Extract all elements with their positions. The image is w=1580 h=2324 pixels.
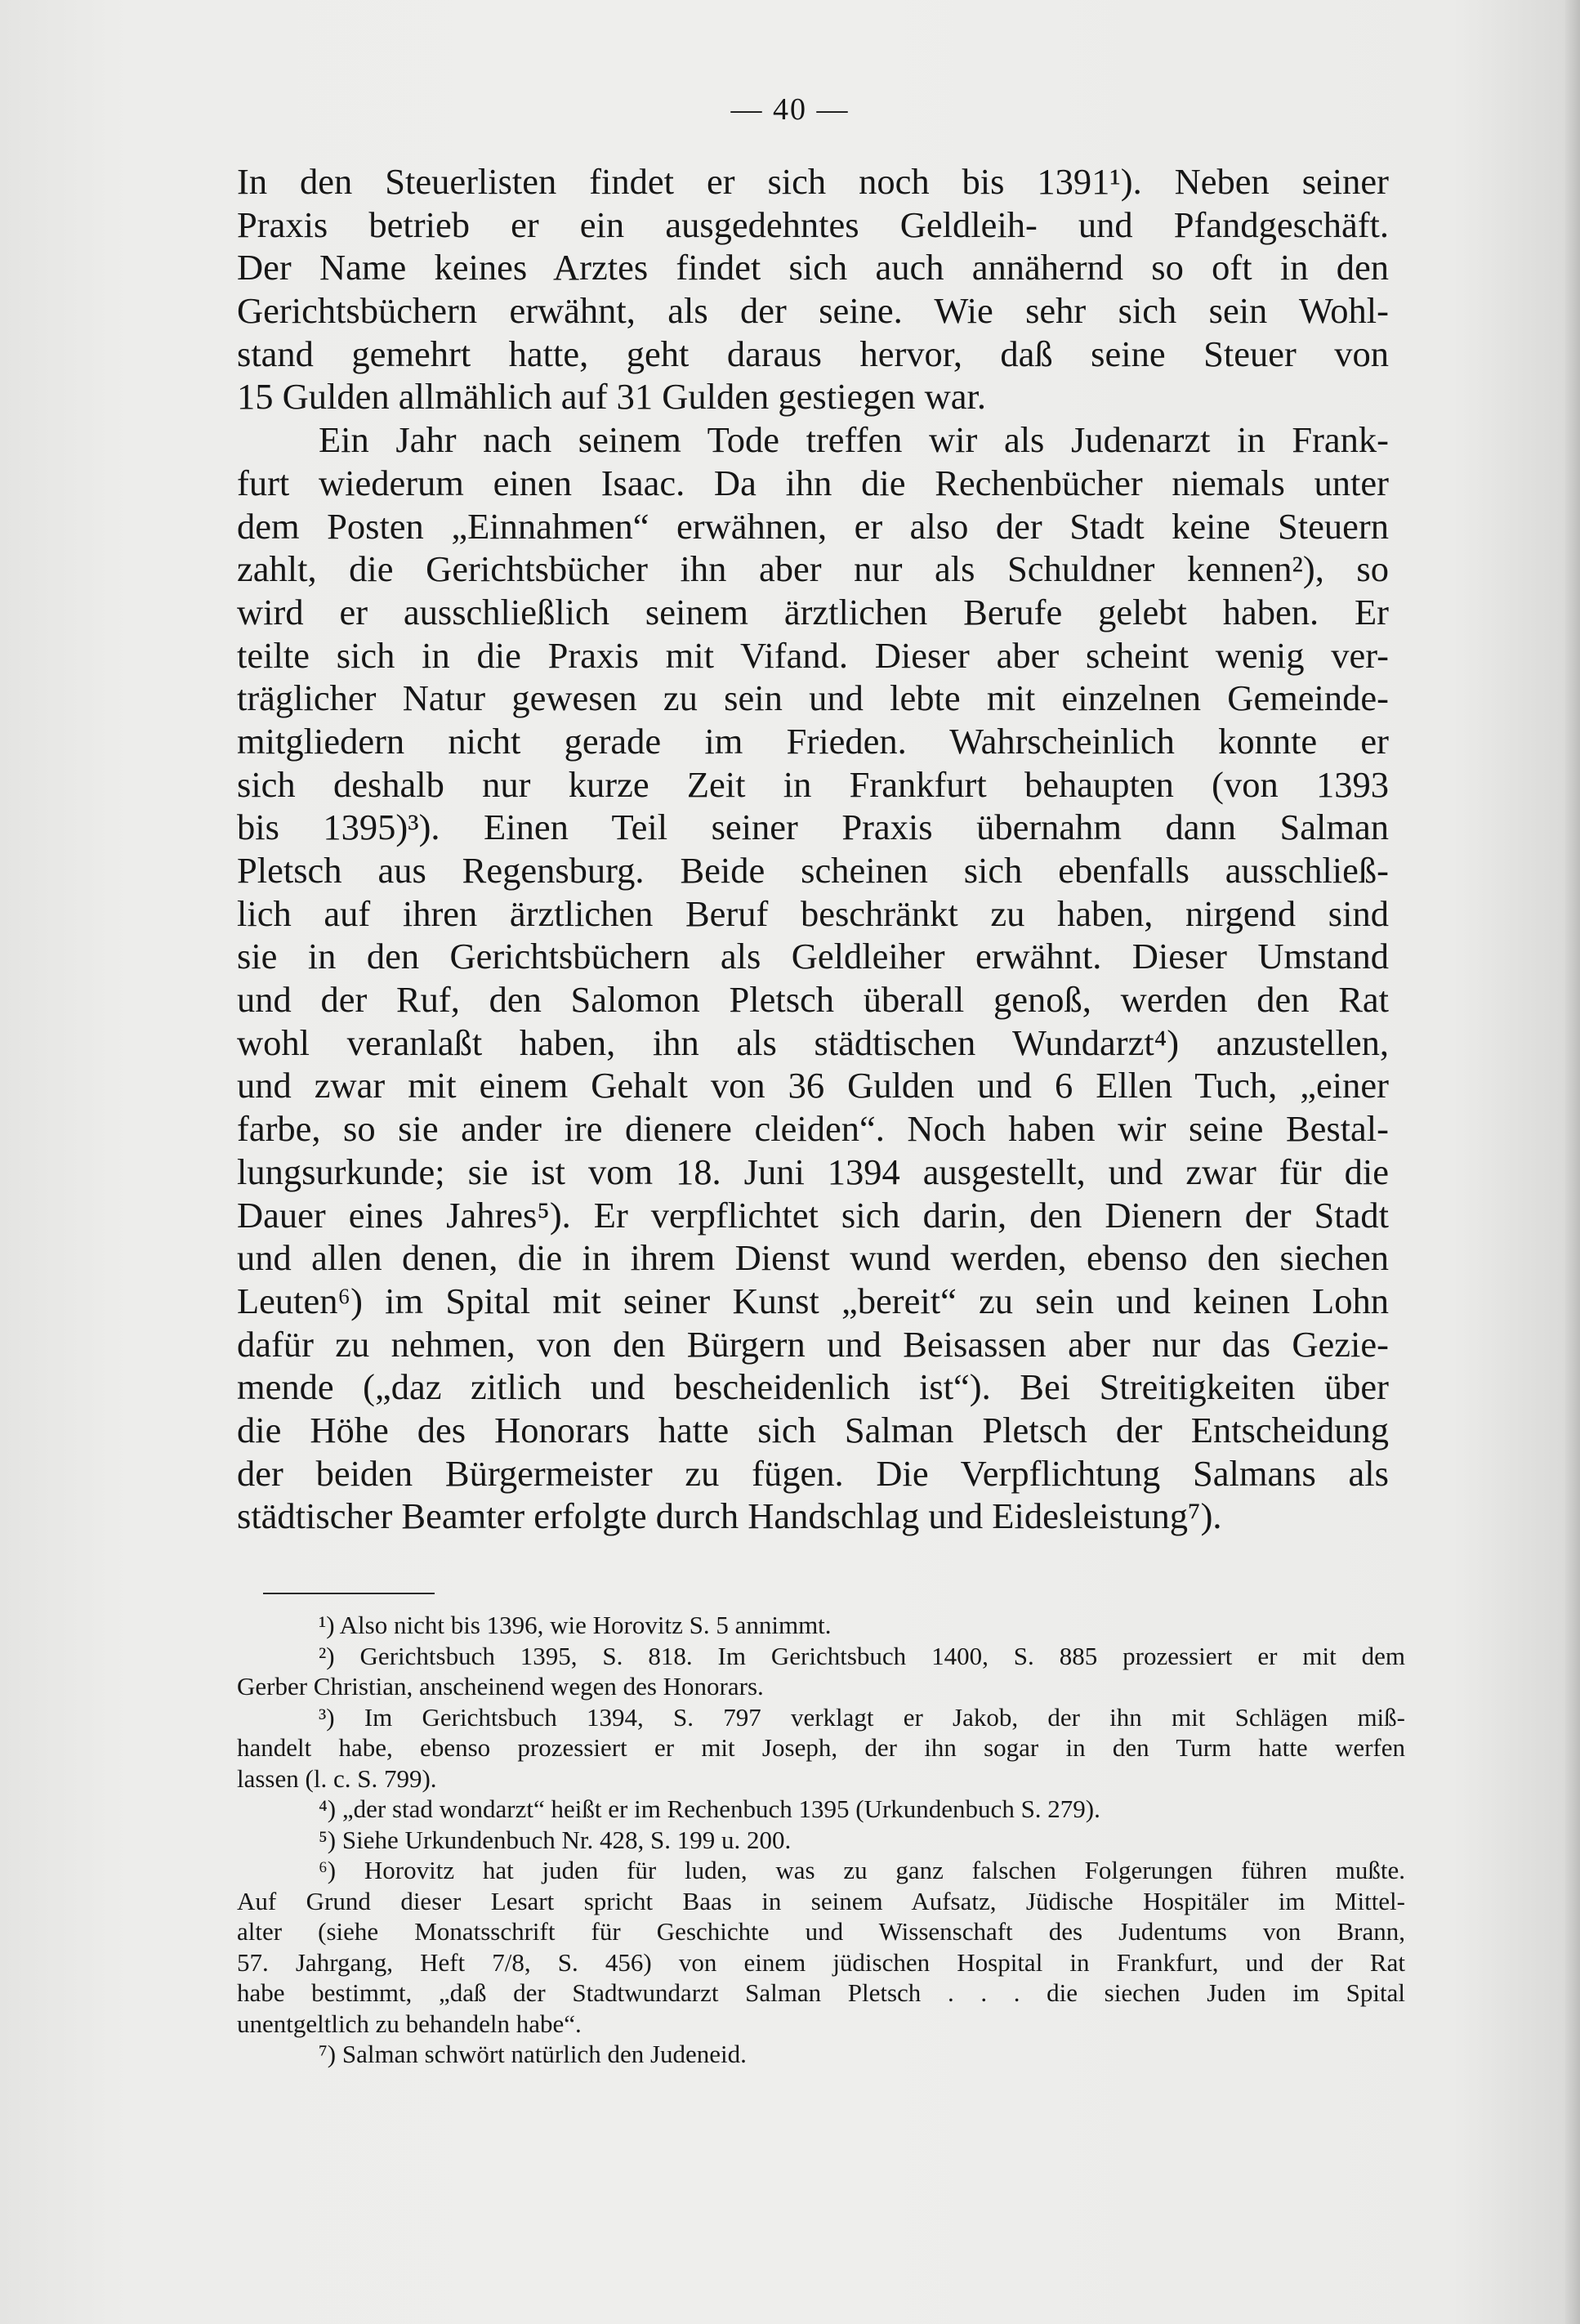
text-line: sich deshalb nur kurze Zeit in Frankfurt behaupten (von 1393 [237, 763, 1389, 805]
text-line: die Höhe des Honorars hatte sich Salman Pletsch der Entscheidung [237, 1409, 1389, 1450]
text-line: teilte sich in die Praxis mit Vifand. Dieser aber scheint wenig ver- [237, 634, 1389, 676]
footnote-line: ⁴) „der stad wondarzt“ heißt er im Rechenbuch 1395 (Urkundenbuch S. 279). [319, 1794, 1100, 1823]
text-line: Gerichtsbüchern erwähnt, als der seine. Wie sehr sich sein Wohl- [237, 290, 1389, 332]
text-line: 15 Gulden allmählich auf 31 Gulden gestiegen war. [237, 376, 986, 418]
text-line: und allen denen, die in ihrem Dienst wund werden, ebenso den siechen [237, 1237, 1389, 1279]
text-line: farbe, so sie ander ire dienere cleiden“. Noch haben wir seine Bestal- [237, 1108, 1389, 1150]
footnote-separator [263, 1593, 435, 1594]
text-line: mende („daz zitlich und bescheidenlich ist“). Bei Streitigkeiten über [237, 1366, 1389, 1408]
main-text-block [237, 160, 1389, 1538]
text-line: lich auf ihren ärztlichen Beruf beschränkt zu haben, nirgend sind [237, 892, 1389, 934]
text-line: und zwar mit einem Gehalt von 36 Gulden und 6 Ellen Tuch, „einer [237, 1065, 1389, 1106]
footnote-line: 57. Jahrgang, Heft 7/8, S. 456) von einem jüdischen Hospital in Frankfurt, und der Rat [237, 1947, 1405, 1977]
text-line: In den Steuerlisten findet er sich noch bis 1391¹). Neben seiner [237, 161, 1389, 202]
text-line: stand gemehrt hatte, geht daraus hervor, daß seine Steuer von [237, 333, 1389, 374]
text-line: Dauer eines Jahres⁵). Er verpflichtet sich darin, den Dienern der Stadt [237, 1194, 1389, 1236]
footnote-line: unentgeltlich zu behandeln habe“. [237, 2009, 582, 2038]
text-line: sie in den Gerichtsbüchern als Geldleiher erwähnt. Dieser Umstand [237, 936, 1389, 977]
text-line: wird er ausschließlich seinem ärztlichen Berufe gelebt haben. Er [237, 591, 1389, 632]
footnote-line: alter (siehe Monatsschrift für Geschichte und Wissenschaft des Judentums von Brann, [237, 1917, 1405, 1946]
text-line: dafür zu nehmen, von den Bürgern und Beisassen aber nur das Gezie- [237, 1323, 1389, 1365]
footnote-line: ⁵) Siehe Urkundenbuch Nr. 428, S. 199 u. 200. [319, 1825, 792, 1854]
text-line: lungsurkunde; sie ist vom 18. Juni 1394 ausgestellt, und zwar für die [237, 1151, 1389, 1192]
text-line: Leuten⁶) im Spital mit seiner Kunst „bereit“ zu sein und keinen Lohn [237, 1280, 1389, 1321]
footnote-line: lassen (l. c. S. 799). [237, 1763, 437, 1793]
footnote-line: ¹) Also nicht bis 1396, wie Horovitz S. 5 annimmt. [319, 1611, 832, 1639]
text-line: dem Posten „Einnahmen“ erwähnen, er also der Stadt keine Steuern [237, 505, 1389, 547]
text-line: Pletsch aus Regensburg. Beide scheinen sich ebenfalls ausschließ- [237, 850, 1389, 891]
page-number: — 40 — [730, 92, 850, 127]
text-line: träglicher Natur gewesen zu sein und lebte mit einzelnen Gemeinde- [237, 677, 1389, 719]
footnote-line: handelt habe, ebenso prozessiert er mit Joseph, der ihn sogar in den Turm hatte werfen [237, 1733, 1405, 1762]
text-line: der beiden Bürgermeister zu fügen. Die Verpflichtung Salmans als [237, 1452, 1389, 1494]
footnote-line: Gerber Christian, anscheinend wegen des Honorars. [237, 1672, 764, 1701]
page-edge-shadow [1565, 0, 1580, 2324]
footnotes-block [237, 1610, 1405, 2070]
footnote-line: Auf Grund dieser Lesart spricht Baas in seinem Aufsatz, Jüdische Hospitäler im Mittel- [237, 1886, 1405, 1915]
footnote-line: ⁷) Salman schwört natürlich den Judeneid. [319, 2040, 747, 2068]
text-line: zahlt, die Gerichtsbücher ihn aber nur als Schuldner kennen²), so [237, 548, 1389, 590]
footnote-line: ²) Gerichtsbuch 1395, S. 818. Im Gerichtsbuch 1400, S. 885 prozessiert er mit dem [319, 1641, 1405, 1670]
text-line: Der Name keines Arztes findet sich auch annähernd so oft in den [237, 247, 1389, 288]
text-line: wohl veranlaßt haben, ihn als städtischen Wundarzt⁴) anzustellen, [237, 1021, 1389, 1063]
text-line: mitgliedern nicht gerade im Frieden. Wahrscheinlich konnte er [237, 720, 1389, 762]
footnote-line: ⁶) Horovitz hat juden für luden, was zu ganz falschen Folgerungen führen mußte. [319, 1856, 1405, 1884]
footnote-line: ³) Im Gerichtsbuch 1394, S. 797 verklagt er Jakob, der ihn mit Schlägen miß- [319, 1702, 1405, 1732]
text-line: bis 1395)³). Einen Teil seiner Praxis übernahm dann Salman [237, 807, 1389, 848]
text-line: Praxis betrieb er ein ausgedehntes Geldleih- und Pfandgeschäft. [237, 203, 1389, 245]
text-line: furt wiederum einen Isaac. Da ihn die Rechenbücher niemals unter [237, 462, 1389, 503]
text-line: und der Ruf, den Salomon Pletsch überall genoß, werden den Rat [237, 979, 1389, 1021]
footnote-line: habe bestimmt, „daß der Stadtwundarzt Salman Pletsch . . . die siechen Juden im Spital [237, 1978, 1405, 2007]
text-line: städtischer Beamter erfolgte durch Handschlag und Eidesleistung⁷). [237, 1495, 1222, 1537]
text-line: Ein Jahr nach seinem Tode treffen wir als Judenarzt in Frank- [319, 419, 1389, 461]
